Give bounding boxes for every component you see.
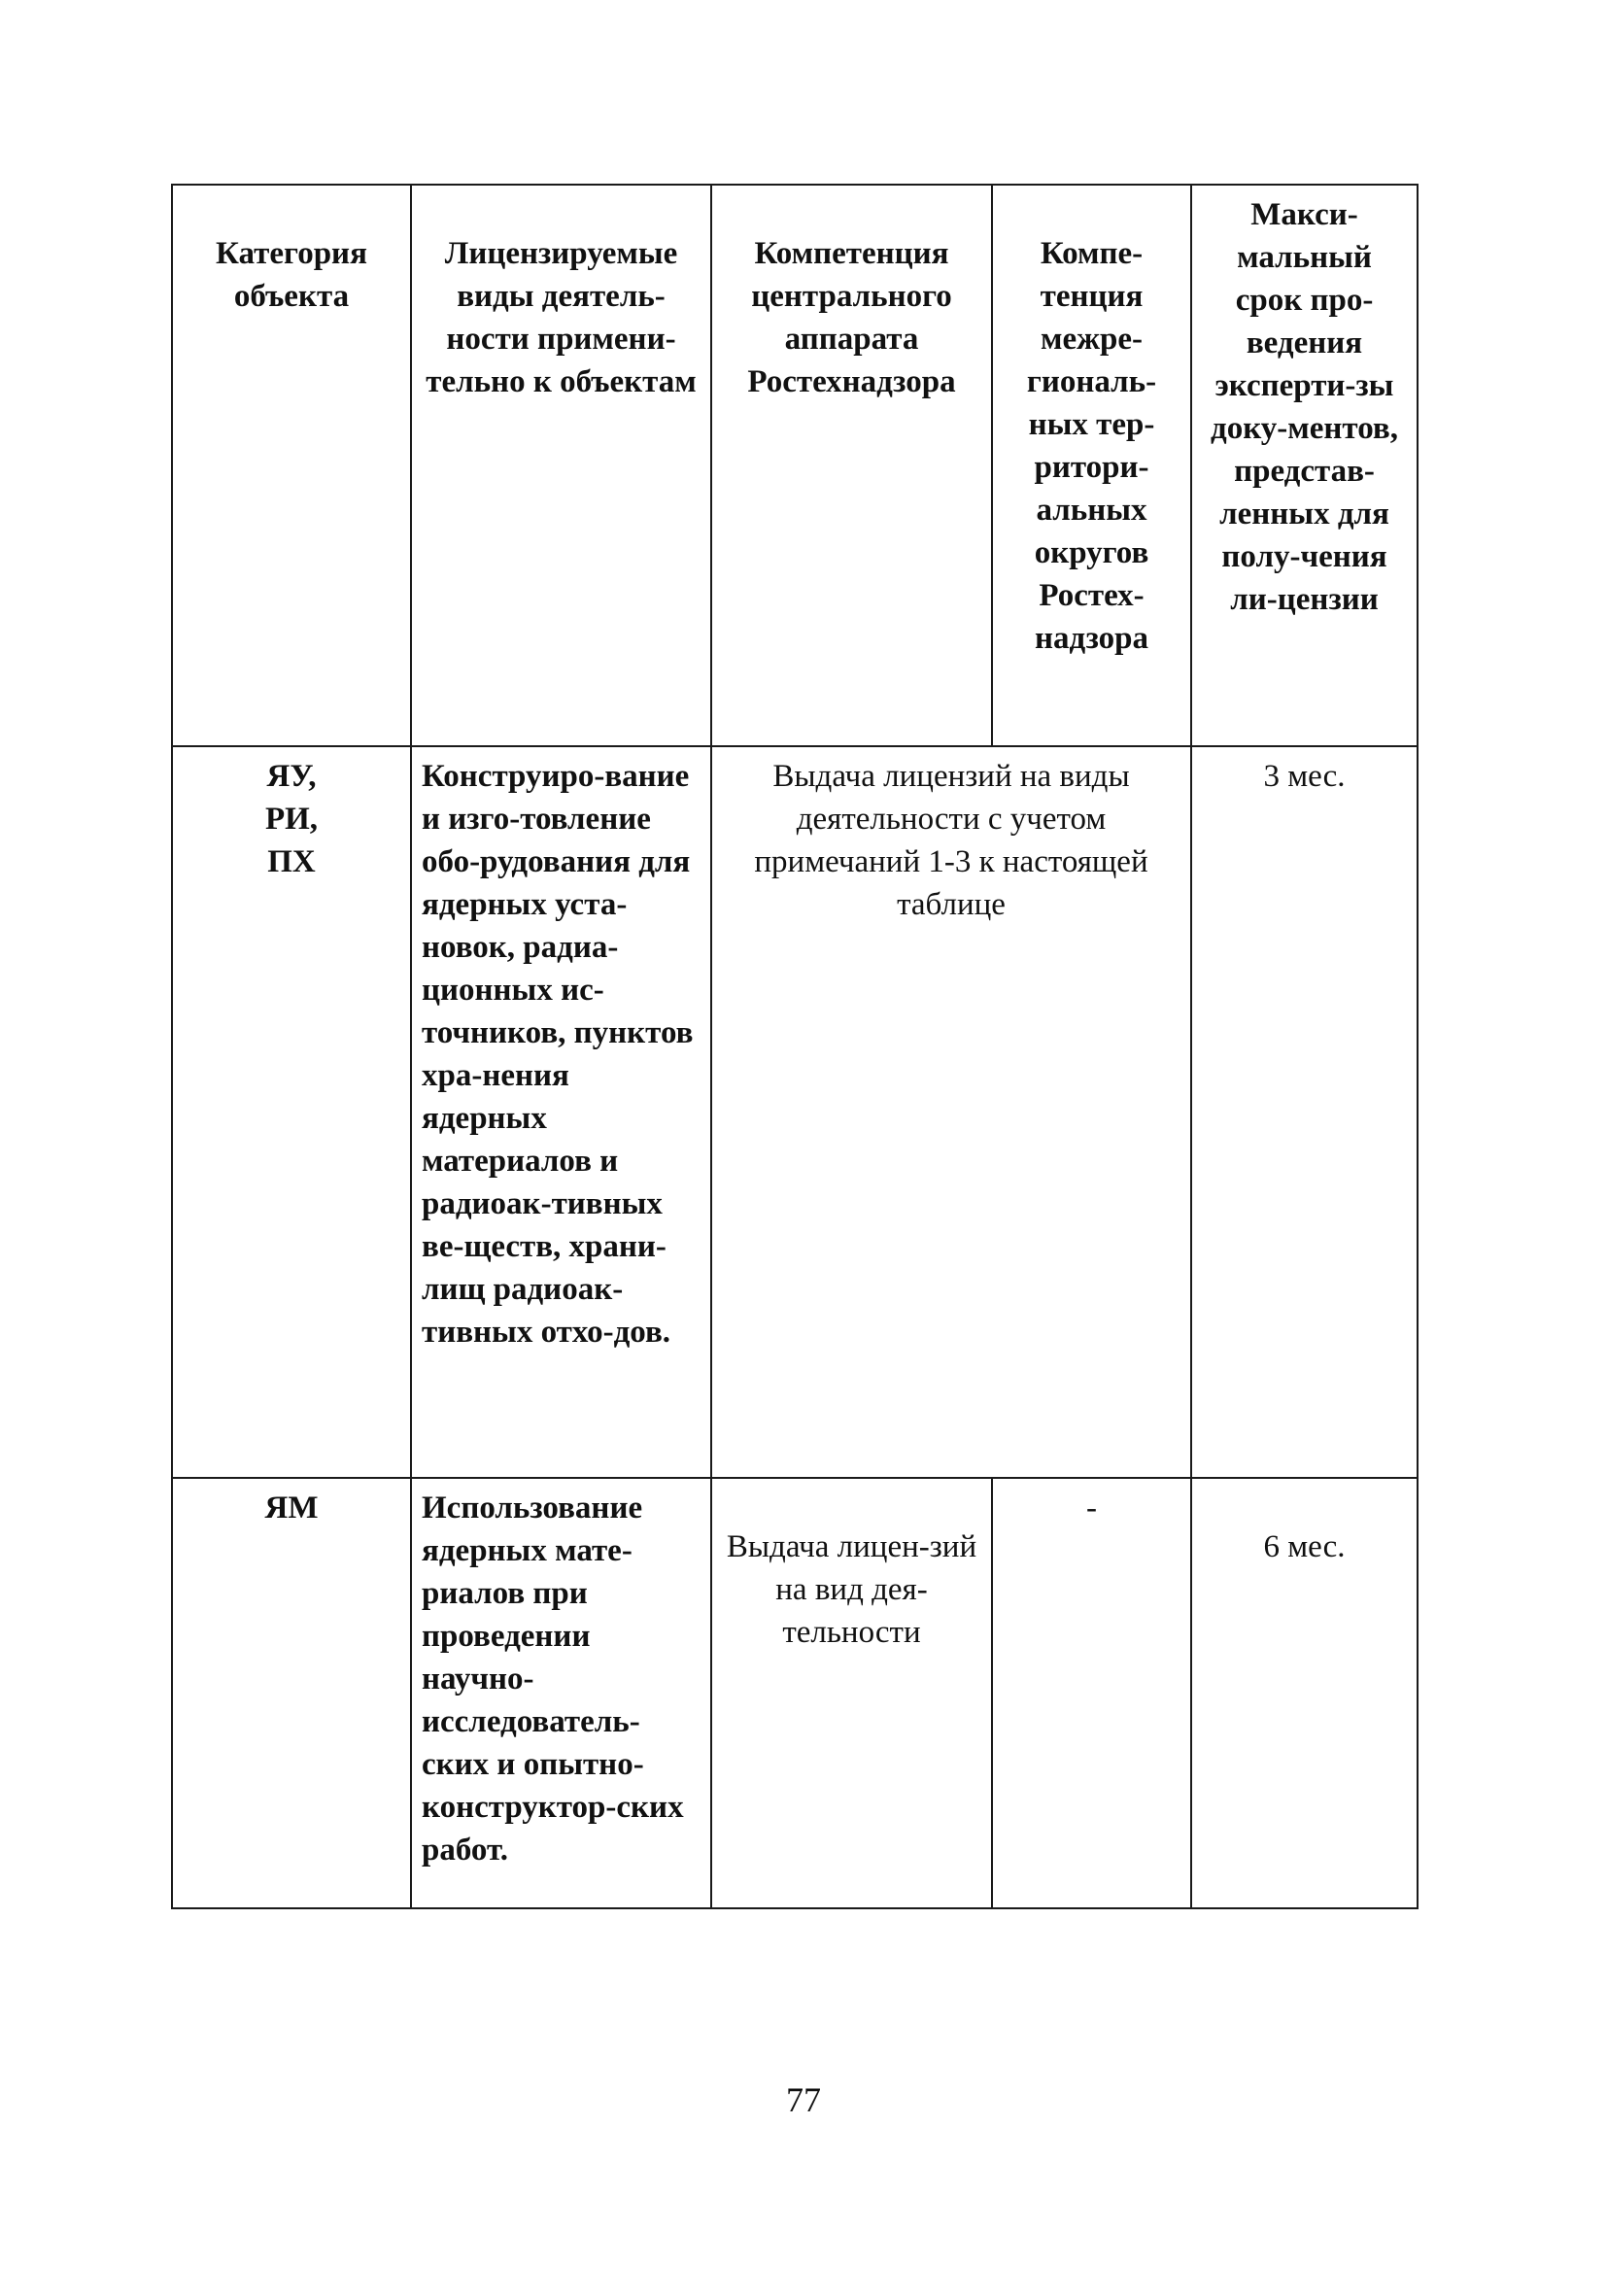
row1-merged-competence-cell <box>711 746 1191 1478</box>
row2-regional-competence-cell <box>992 1478 1191 1908</box>
row2-activity-text: Использование ядерных мате-риалов при проведении научно-исследователь-ских и опытно-конструктор-ских работ. <box>422 1491 684 1868</box>
row2-max-term-text: 6 мес. <box>1263 1529 1346 1564</box>
row2-category-text: ЯМ <box>264 1491 319 1525</box>
header-activity-text: Лицензируемые виды деятель-ности примени-тельно к объектам <box>426 236 697 399</box>
table-row <box>172 746 1418 1478</box>
row2-central-competence-text: Выдача лицен-зий на вид дея-тельности <box>726 1529 977 1650</box>
row1-max-term-text: 3 мес. <box>1263 759 1346 794</box>
page-number: 77 <box>786 2080 821 2119</box>
header-max-term-text: Макси-мальный срок про-ведения эксперти-зы доку-ментов, представ-ленных для полу-чения ли-цензии <box>1211 197 1398 617</box>
licensing-table <box>171 184 1419 1909</box>
row2-regional-competence-text: - <box>1086 1491 1097 1525</box>
header-central-competence <box>711 185 992 746</box>
header-max-term <box>1191 185 1418 746</box>
row2-category-cell <box>172 1478 411 1908</box>
header-regional-competence-text: Компе-тенция межре-гиональ-ных тер-ритори-альных округов Ростех-надзора <box>1026 236 1157 656</box>
header-regional-competence <box>992 185 1191 746</box>
row1-merged-competence-text: Выдача лицензий на виды деятельности с учетом примечаний 1-3 к настоящей таблице <box>754 759 1148 922</box>
row1-category-text: ЯУ, РИ, ПХ <box>264 759 319 879</box>
table-row <box>172 1478 1418 1908</box>
row1-category-cell <box>172 746 411 1478</box>
header-activity <box>411 185 711 746</box>
header-central-competence-text: Компетенция центрального аппарата Ростехнадзора <box>747 236 956 399</box>
header-category <box>172 185 411 746</box>
row2-max-term-cell <box>1191 1478 1418 1908</box>
row1-activity-cell <box>411 746 711 1478</box>
row1-activity-text: Конструиро-вание и изго-товление обо-рудования для ядерных уста-новок, радиа-ционных ис-точников, пунктов хра-нения ядерных материалов и радиоак-тивных ве-ществ, храни-лищ радиоак-тивных отхо-дов. <box>422 759 694 1350</box>
row2-central-competence-cell <box>711 1478 992 1908</box>
table-header-row <box>172 185 1418 746</box>
row2-activity-cell <box>411 1478 711 1908</box>
row1-max-term-cell <box>1191 746 1418 1478</box>
header-category-text: Категория объекта <box>216 236 367 314</box>
